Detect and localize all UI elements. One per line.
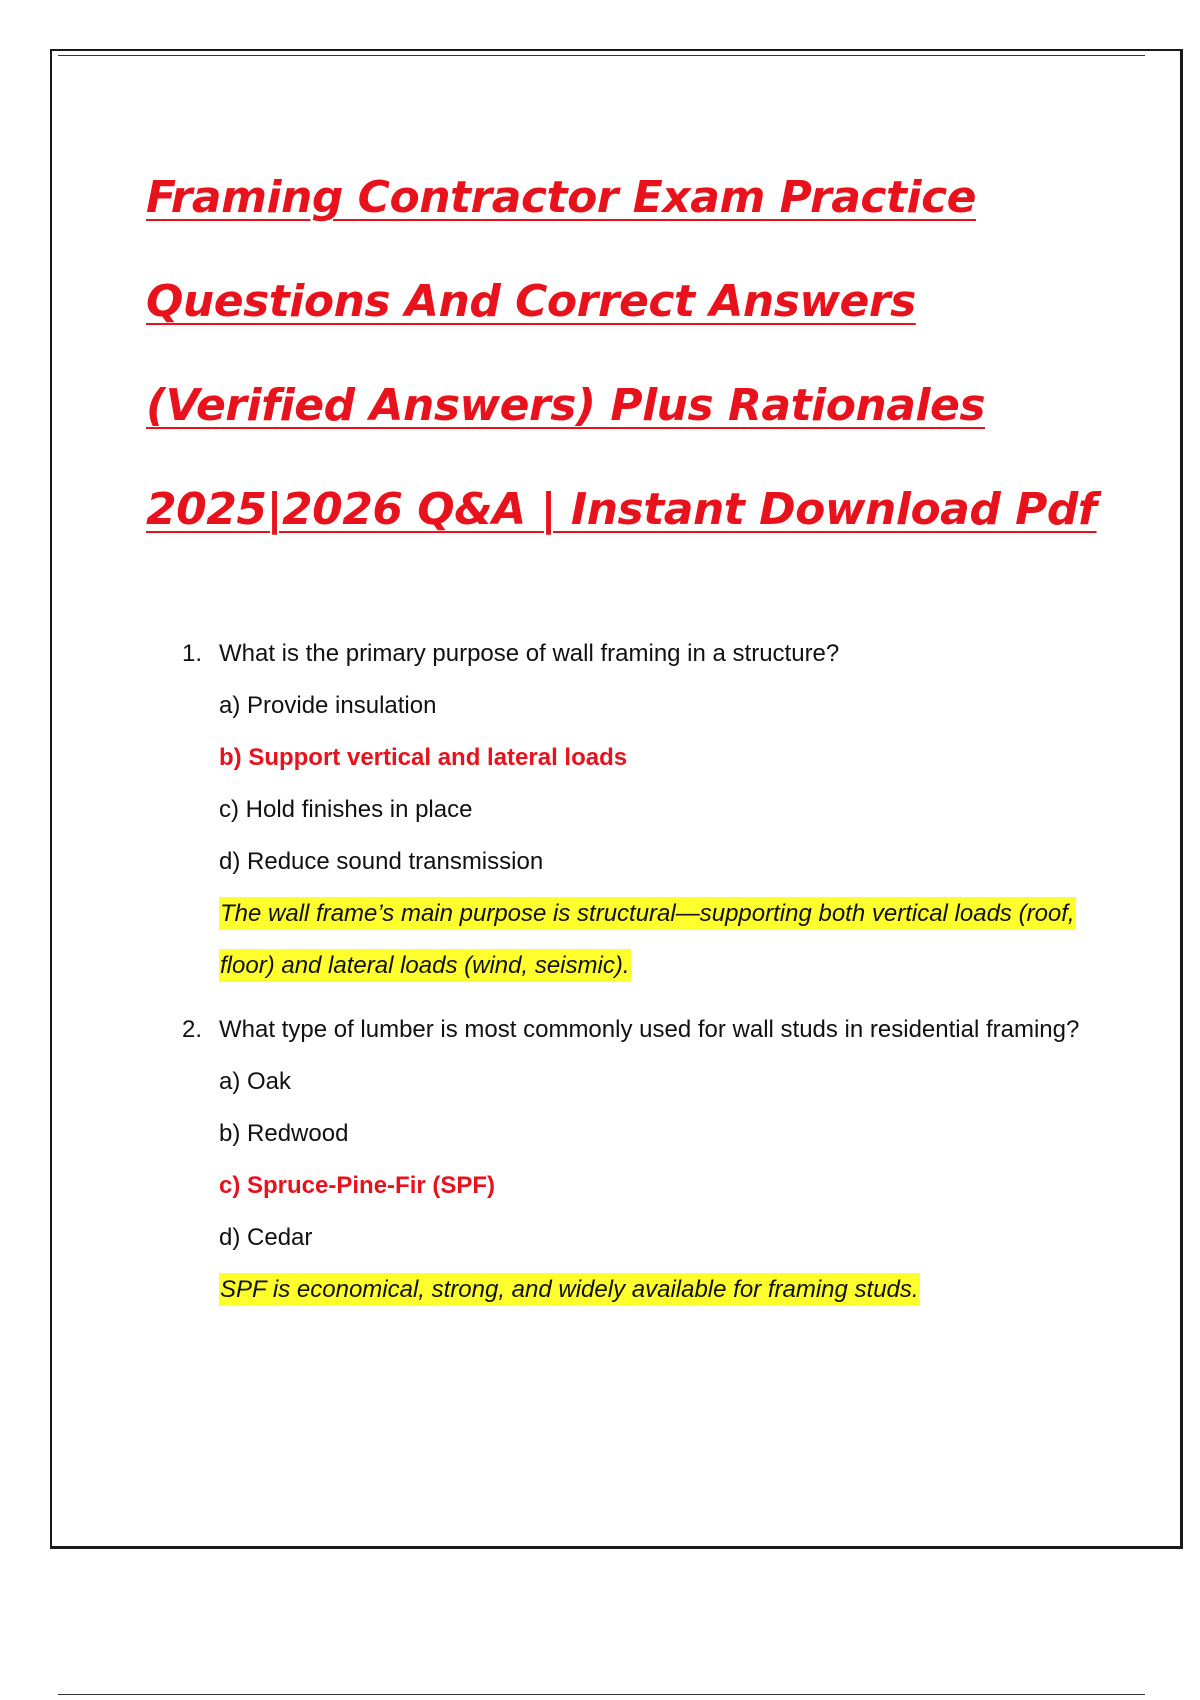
question-number: 2.	[182, 1016, 203, 1043]
answer-option: d) Reduce sound transmission	[219, 848, 544, 875]
answer-rationale: The wall frame’s main purpose is structural—supporting both vertical loads (roof, floor) and lateral loads (wind, seismic).	[219, 888, 1102, 992]
question-item	[182, 628, 1102, 992]
top-rule	[58, 55, 1145, 56]
title-line-2: Questions And Correct Answers	[146, 276, 916, 327]
answer-option: b) Redwood	[219, 1120, 349, 1147]
next-page-rule	[58, 1694, 1145, 1695]
answer-option: d) Cedar	[219, 1224, 313, 1251]
answer-option: c) Hold finishes in place	[219, 796, 473, 823]
answer-rationale: SPF is economical, strong, and widely available for framing studs.	[219, 1264, 1102, 1316]
title-line-3: (Verified Answers) Plus Rationales	[146, 380, 986, 431]
question-number: 1.	[182, 640, 203, 667]
correct-answer-option: b) Support vertical and lateral loads	[219, 744, 628, 771]
answer-option: a) Oak	[219, 1068, 292, 1095]
answer-option: a) Provide insulation	[219, 692, 437, 719]
title-line-1: Framing Contractor Exam Practice	[146, 172, 977, 223]
question-list	[182, 628, 1102, 1328]
document-title	[146, 146, 1146, 562]
question-item	[182, 1004, 1102, 1316]
question-text: What is the primary purpose of wall framing in a structure?	[219, 640, 840, 667]
correct-answer-option: c) Spruce-Pine-Fir (SPF)	[219, 1172, 496, 1199]
title-line-4: 2025|2026 Q&A | Instant Download Pdf	[146, 484, 1097, 535]
question-text: What type of lumber is most commonly used for wall studs in residential framing?	[219, 1016, 1080, 1043]
